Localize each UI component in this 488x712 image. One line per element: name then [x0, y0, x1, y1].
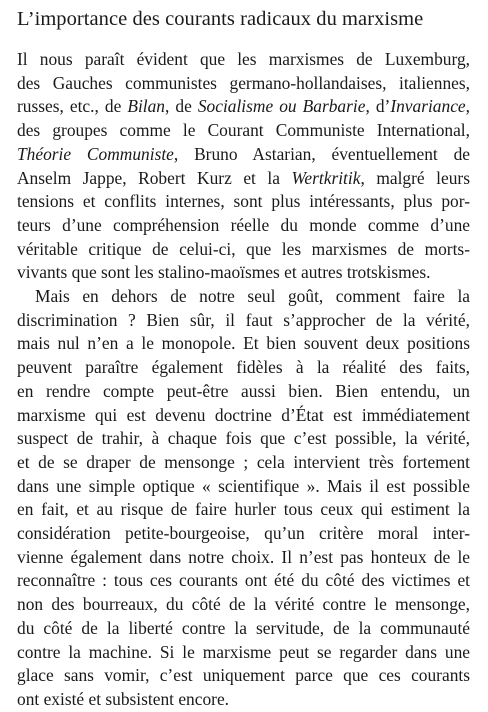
- text-line: [17, 664, 470, 688]
- text-run: Il nous paraît évident que les marxismes de Luxemburg,: [17, 49, 470, 69]
- text-run: considération petite-bourgeoise, qu’un critère moral inter-: [17, 523, 470, 544]
- text-run: contre la machine. Si le marxisme peut se regarder dans une: [17, 641, 470, 662]
- text-run: dans une simple optique « scientifique ». Mais il est possible: [17, 475, 470, 496]
- italic-text: Socialisme ou Barbarie: [197, 96, 366, 117]
- text-line: [17, 380, 470, 404]
- text-line: [17, 546, 470, 570]
- text-run: Anselm Jappe, Robert Kurz et la: [17, 167, 292, 188]
- text-line: [17, 95, 470, 119]
- text-run: peuvent paraître également fidèles à la réalité des faits,: [17, 357, 470, 378]
- text-line: [17, 214, 470, 238]
- text-run: en fait, et au risque de faire hurler tous ceux qui estiment la: [17, 499, 470, 520]
- text-run: discrimination ? Bien sûr, il faut s’approcher de la vérité,: [17, 309, 470, 330]
- text-line: [17, 309, 470, 333]
- paragraph-2: [17, 285, 470, 712]
- italic-text: Bilan: [127, 96, 166, 117]
- text-run: vienne également dans notre choix. Il n’est pas honteux de le: [17, 546, 470, 567]
- text-run: véritable critique de celui-ci, que les marxismes de morts-: [17, 238, 470, 259]
- text-line: [17, 569, 470, 593]
- text-line: [17, 522, 470, 546]
- text-run: , Bruno Astarian, éventuellement de: [173, 143, 470, 164]
- italic-text: Théorie Communiste: [17, 143, 174, 164]
- text-run: teurs d’une compréhension réelle du monde comme d’une: [17, 214, 470, 235]
- text-run: en rendre compte peut-être aussi bien. Bien entendu, un: [17, 380, 470, 401]
- text-run: marxisme qui est devenu doctrine d’État est immédiatement: [17, 404, 470, 425]
- text-line: [17, 356, 470, 380]
- text-run: , d’: [365, 96, 391, 117]
- text-line: [17, 475, 470, 499]
- text-line: [17, 261, 470, 285]
- text-line: [17, 48, 470, 72]
- text-line: [17, 167, 470, 191]
- text-run: du côté de la liberté contre la servitude, de la communauté: [17, 617, 470, 638]
- italic-text: Invariance: [390, 96, 466, 117]
- text-line: [17, 688, 470, 712]
- text-line: [17, 498, 470, 522]
- text-run: tensions et conflits internes, sont plus intéressants, plus por-: [17, 191, 470, 212]
- paragraph-1: [17, 48, 470, 285]
- italic-text: Wertkritik: [291, 167, 361, 188]
- section-title: L’importance des courants radicaux du marxisme: [17, 8, 424, 30]
- text-run: ,: [465, 96, 470, 117]
- text-run: , de: [165, 96, 198, 117]
- text-line: [17, 617, 470, 641]
- text-run: glace sans vomir, c’est uniquement parce que ces courants: [17, 665, 470, 686]
- text-line: [17, 119, 470, 143]
- text-run: et de se draper de mensonge ; cela intervient très fortement: [17, 451, 470, 472]
- text-line: [17, 427, 470, 451]
- text-line: [17, 238, 470, 262]
- text-run: reconnaître : tous ces courants ont été du côté des victimes et: [17, 570, 470, 591]
- text-line: [17, 332, 470, 356]
- text-run: , malgré leurs: [360, 167, 470, 188]
- text-run: des Gauches communistes germano-hollandaises, italiennes,: [17, 72, 470, 93]
- text-line: [17, 451, 470, 475]
- text-run: non des bourreaux, du côté de la vérité contre le mensonge,: [17, 594, 470, 615]
- text-line: [17, 285, 470, 309]
- text-run: suspect de trahir, à chaque fois que c’est possible, la vérité,: [17, 428, 470, 449]
- text-run: Mais en dehors de notre seul goût, comment faire la: [35, 286, 470, 307]
- text-line: [17, 143, 470, 167]
- text-line: [17, 190, 470, 214]
- text-run: ont existé et subsistent encore.: [17, 688, 230, 709]
- text-run: des groupes comme le Courant Communiste International,: [17, 120, 470, 141]
- text-run: vivants que sont les stalino-maoïsmes et autres trotskismes.: [17, 262, 431, 283]
- text-line: [17, 593, 470, 617]
- page: [17, 6, 470, 712]
- text-line: [17, 72, 470, 96]
- text-run: mais nul n’en a le monopole. Et bien souvent deux positions: [17, 333, 470, 354]
- text-run: russes, etc., de: [17, 96, 128, 117]
- text-line: [17, 404, 470, 428]
- text-line: [17, 641, 470, 665]
